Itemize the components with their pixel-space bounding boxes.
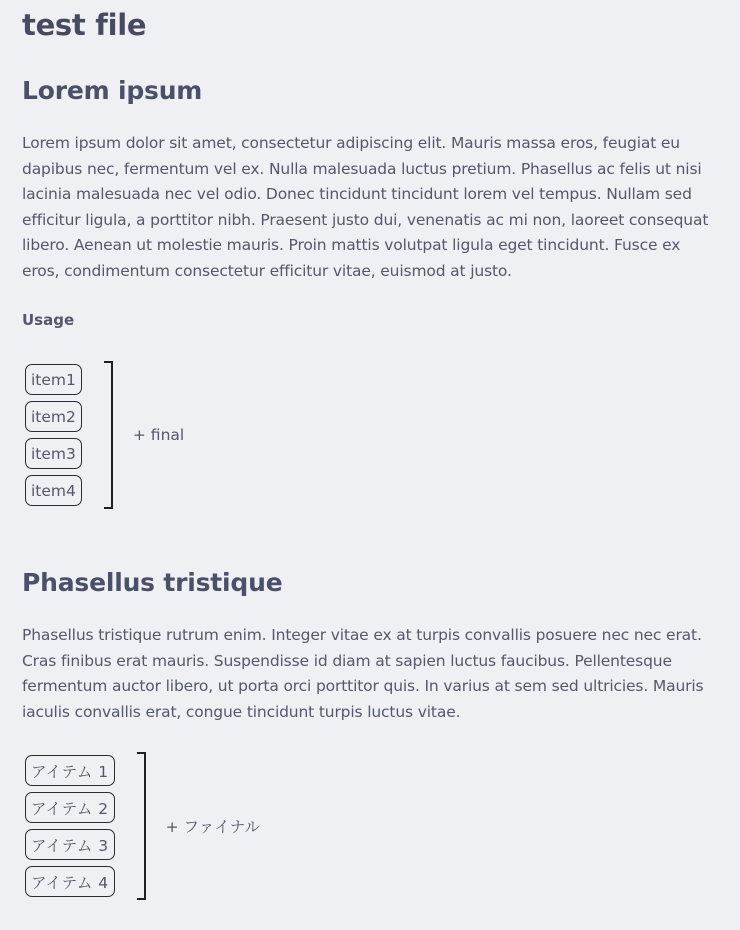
bracket [104, 361, 113, 509]
item-box[interactable]: item3 [25, 438, 82, 469]
item-box[interactable]: item1 [25, 364, 82, 395]
bracket [137, 752, 146, 900]
item-box[interactable]: item4 [25, 475, 82, 506]
item-group-japanese [25, 752, 260, 900]
page-title: test file [22, 8, 147, 42]
section-heading-phasellus-tristique: Phasellus tristique [22, 568, 283, 597]
section-heading-lorem-ipsum: Lorem ipsum [22, 76, 203, 105]
item-box[interactable]: アイテム 4 [25, 866, 115, 897]
item-box[interactable]: アイテム 3 [25, 829, 115, 860]
section-paragraph-lorem-ipsum: Lorem ipsum dolor sit amet, consectetur adipiscing elit. Mauris massa eros, feugiat eu dapibus nec, fermentum vel ex. Nulla malesuada luctus pretium. Phasellus ac felis ut nisi lacinia malesuada nec vel odio. Donec tincidunt tincidunt lorem vel tempus. Nullam sed efficitur ligula, a porttitor nibh. Praesent justo dui, venenatis ac mi non, laoreet consequat libero. Aenean ut molestie mauris. Proin mattis volutpat ligula eget tincidunt. Fusce ex eros, condimentum consectetur efficitur vitae, euismod at justo. [22, 134, 709, 280]
item-box[interactable]: item2 [25, 401, 82, 432]
item-group-english [25, 361, 184, 509]
usage-label: Usage [22, 311, 75, 329]
item-box[interactable]: アイテム 1 [25, 755, 115, 786]
item-list [25, 361, 82, 509]
result-label: + final [132, 426, 185, 444]
result-label: + ファイナル [165, 818, 260, 836]
item-box[interactable]: アイテム 2 [25, 792, 115, 823]
item-list [25, 752, 115, 900]
section-paragraph-phasellus-tristique: Phasellus tristique rutrum enim. Integer vitae ex at turpis convallis posuere nec nec erat. Cras finibus erat mauris. Suspendisse id diam at sapien luctus faucibus. Pellentesque fermentum auctor libero, ut porta orci porttitor quis. In varius at sem sed ultricies. Mauris iaculis convallis erat, congue tincidunt turpis luctus vitae. [22, 626, 704, 721]
